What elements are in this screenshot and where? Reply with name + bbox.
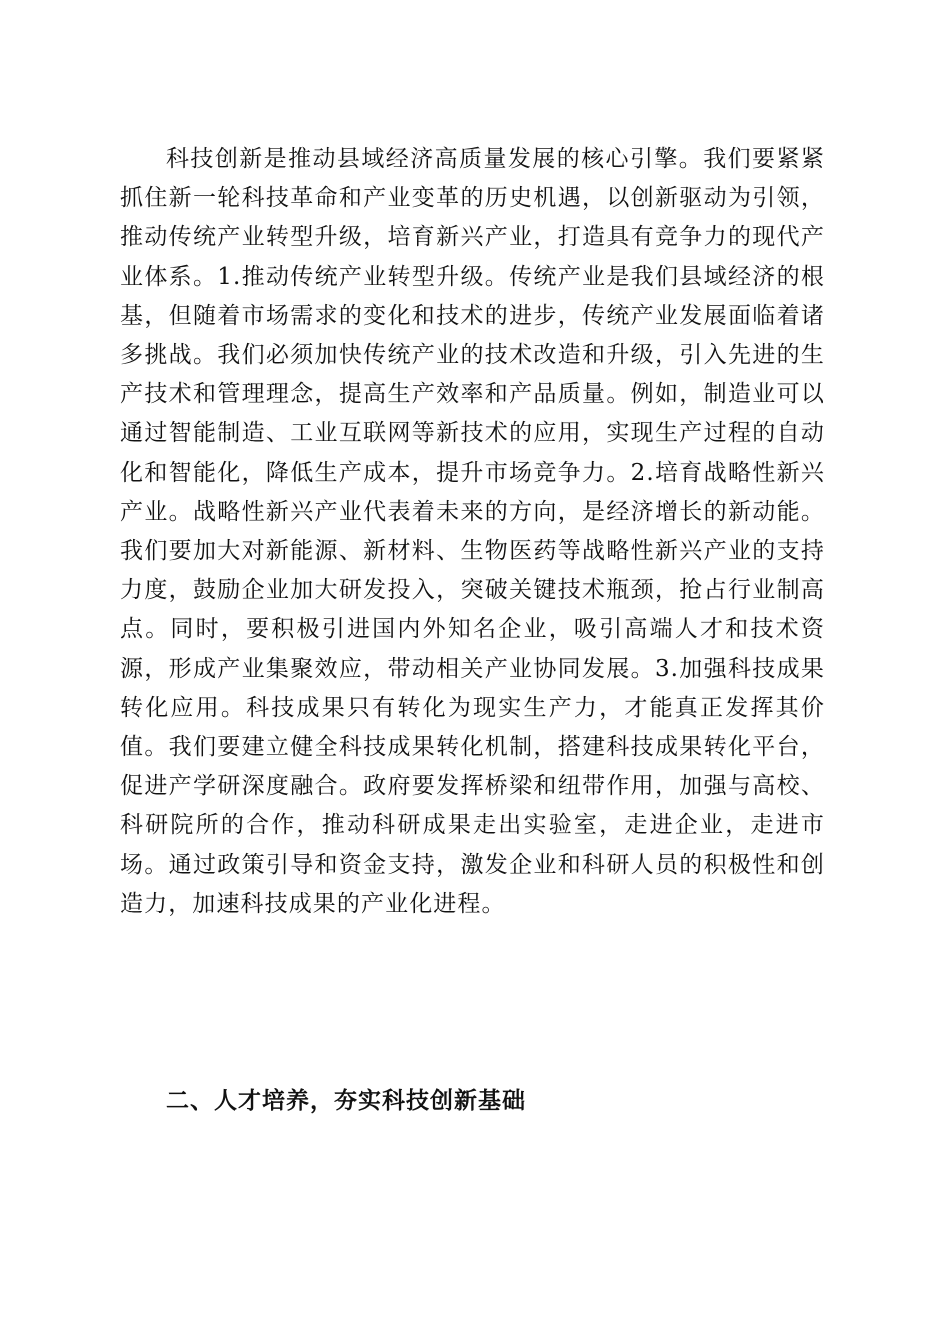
body-paragraph: 科技创新是推动县域经济高质量发展的核心引擎。我们要紧紧抓住新一轮科技革命和产业变革的历史机遇，以创新驱动为引领，推动传统产业转型升级，培育新兴产业，打造具有竞争力的现代产业体系。1.推动传统产业转型升级。传统产业是我们县域经济的根基，但随着市场需求的变化和技术的进步，传统产业发展面临着诸多挑战。我们必须加快传统产业的技术改造和升级，引入先进的生产技术和管理理念，提高生产效率和产品质量。例如，制造业可以通过智能制造、工业互联网等新技术的应用，实现生产过程的自动化和智能化，降低生产成本，提升市场竞争力。2.培育战略性新兴产业。战略性新兴产业代表着未来的方向，是经济增长的新动能。我们要加大对新能源、新材料、生物医药等战略性新兴产业的支持力度，鼓励企业加大研发投入，突破关键技术瓶颈，抢占行业制高点。同时，要积极引进国内外知名企业，吸引高端人才和技术资源，形成产业集聚效应，带动相关产业协同发展。3.加强科技成果转化应用。科技成果只有转化为现实生产力，才能真正发挥其价值。我们要建立健全科技成果转化机制，搭建科技成果转化平台，促进产学研深度融合。政府要发挥桥梁和纽带作用，加强与高校、科研院所的合作，推动科研成果走出实验室，走进企业，走进市场。通过政策引导和资金支持，激发企业和科研人员的积极性和创造力，加速科技成果的产业化进程。 xyxy=(120,146,825,917)
section-heading: 二、人才培养，夯实科技创新基础 xyxy=(166,1088,526,1114)
